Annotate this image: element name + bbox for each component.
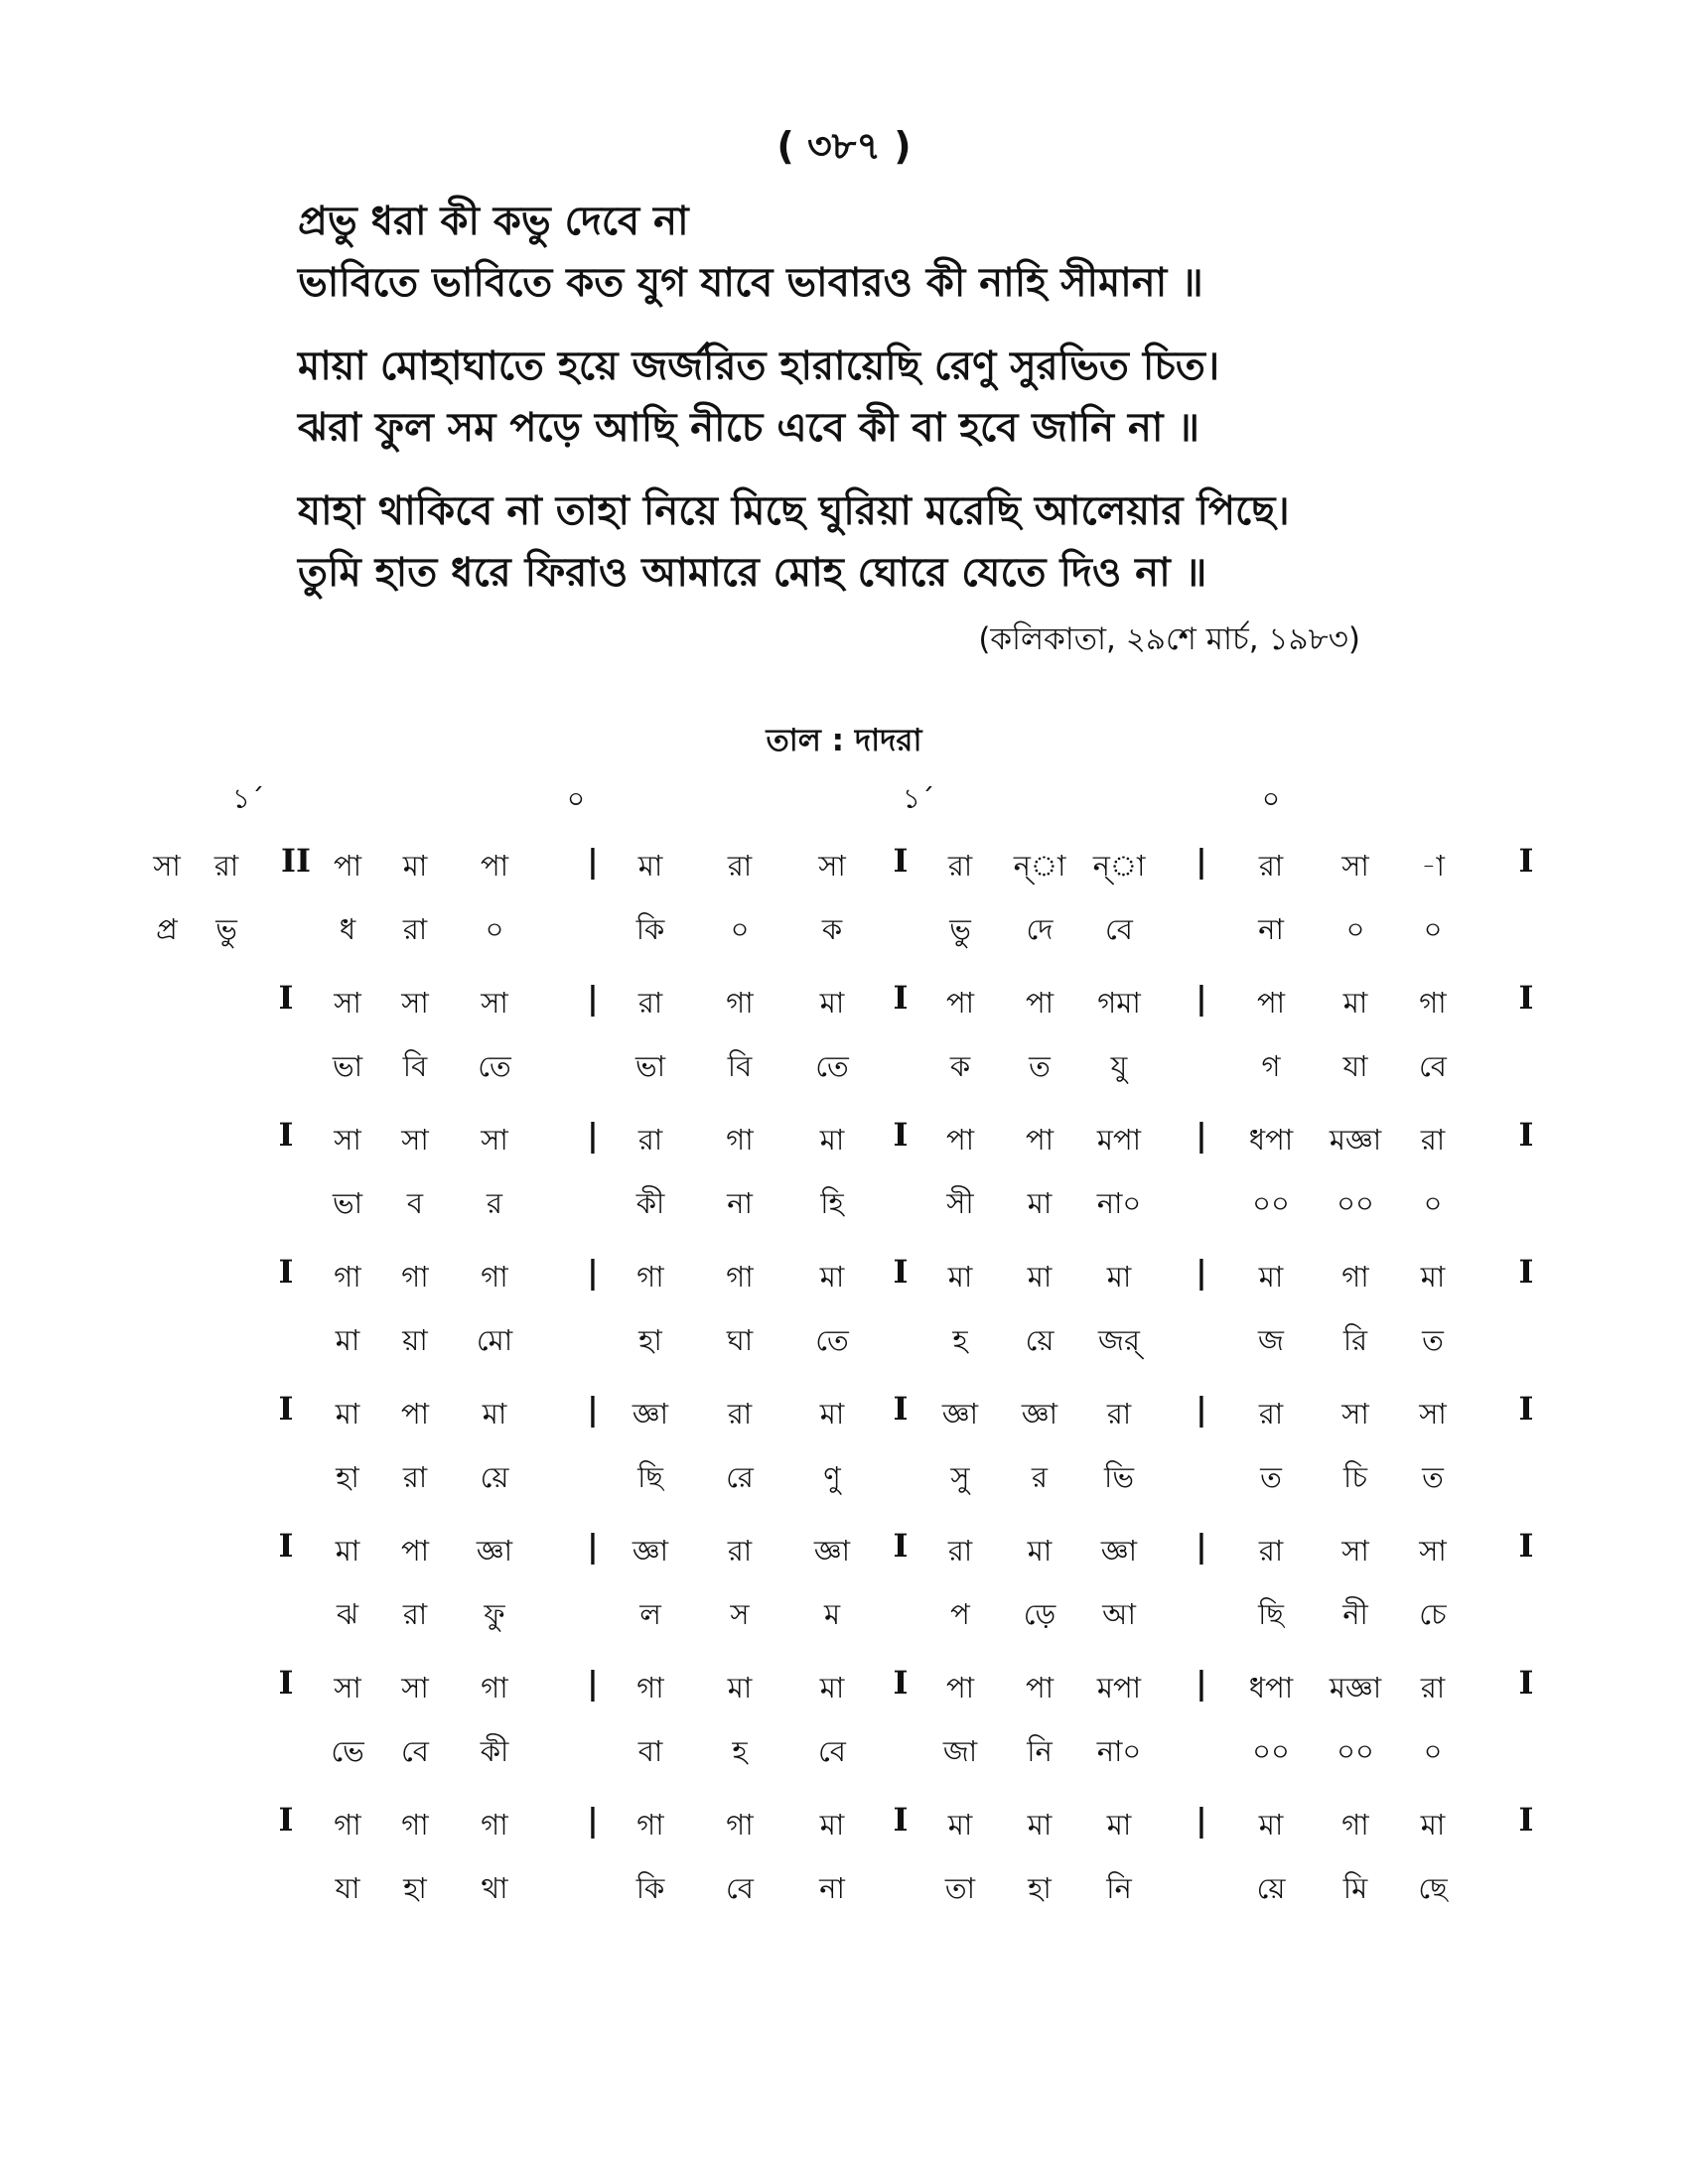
swara-cell: সা xyxy=(1419,1534,1447,1568)
bar-mark: I xyxy=(278,1253,294,1291)
bar-mark: I xyxy=(278,1390,294,1428)
swara-cell: গা xyxy=(481,1671,508,1705)
lyric-line: ভাবিতে ভাবিতে কত যুগ যাবে ভাবারও কী নাহি সীমানা ॥ xyxy=(298,260,1203,306)
bar-mark: I xyxy=(1518,1116,1534,1154)
lyric-cell: য়া xyxy=(402,1323,428,1357)
lyric-cell: মি xyxy=(1342,1871,1368,1905)
swara-cell: মজ্ঞা xyxy=(1329,1123,1382,1157)
swara-cell: মা xyxy=(482,1397,507,1431)
beat-mark: ১´ xyxy=(231,782,265,815)
lyric-cell: র xyxy=(1032,1460,1048,1494)
swara-cell: ধপা xyxy=(1248,1671,1294,1705)
lyric-cell: দে xyxy=(1026,912,1054,946)
lyric-cell: ০ xyxy=(1423,1186,1443,1220)
lyric-cell: বে xyxy=(1105,912,1133,946)
swara-cell: মা xyxy=(402,849,428,883)
lyric-cell: ল xyxy=(639,1597,661,1631)
swara-cell: মা xyxy=(1027,1534,1053,1568)
swara-cell: সা xyxy=(334,1671,361,1705)
swara-cell: মা xyxy=(1258,1260,1284,1294)
swara-cell: জ্ঞা xyxy=(1100,1534,1138,1568)
lyric-cell: হা xyxy=(1028,1871,1052,1905)
swara-cell: মা xyxy=(1027,1808,1053,1842)
swara-cell: পা xyxy=(1256,986,1286,1020)
lyric-cell: না xyxy=(819,1871,845,1905)
lyric-cell: বে xyxy=(726,1871,754,1905)
lyric-cell: ভা xyxy=(332,1186,363,1220)
lyric-cell: তে xyxy=(478,1049,511,1083)
swara-cell: ন্া xyxy=(1013,849,1066,883)
lyric-cell: র xyxy=(487,1186,502,1220)
bar-mark: I xyxy=(1518,842,1534,880)
swara-cell: গা xyxy=(636,1808,664,1842)
lyric-cell: ফু xyxy=(484,1597,505,1631)
lyric-line: যাহা থাকিবে না তাহা নিয়ে মিছে ঘুরিয়া মরেছি আলেয়ার পিছে। xyxy=(298,488,1290,534)
swara-cell: সা xyxy=(401,1671,429,1705)
bar-mark: I xyxy=(278,1801,294,1839)
lyric-cell: ০ xyxy=(1423,912,1443,946)
swara-cell: সা xyxy=(1341,849,1369,883)
lyric-cell: ভু xyxy=(215,912,237,946)
lyric-cell: সী xyxy=(946,1186,974,1220)
swara-cell: সা xyxy=(481,1123,508,1157)
bar-mark: | xyxy=(587,979,599,1017)
swara-cell: রা xyxy=(1420,1671,1446,1705)
beat-mark: ০ xyxy=(566,782,586,815)
swara-cell: মা xyxy=(819,1123,845,1157)
swara-cell: রা xyxy=(947,1534,973,1568)
swara-cell: মা xyxy=(1258,1808,1284,1842)
swara-cell: মা xyxy=(819,1397,845,1431)
bar-mark: I xyxy=(278,979,294,1017)
lyric-cell: হা xyxy=(638,1323,662,1357)
swara-cell: মা xyxy=(335,1534,360,1568)
swara-cell: সা xyxy=(334,1123,361,1157)
lyric-cell: চি xyxy=(1343,1460,1367,1494)
bar-mark: | xyxy=(1196,1801,1207,1839)
lyric-cell: কী xyxy=(635,1186,665,1220)
swara-cell: মা xyxy=(819,986,845,1020)
lyric-cell: জর্ xyxy=(1098,1323,1140,1357)
lyric-cell: যা xyxy=(1342,1049,1368,1083)
lyric-cell: ভে xyxy=(331,1734,364,1768)
lyric-cell: না xyxy=(727,1186,753,1220)
swara-cell: পা xyxy=(400,1397,430,1431)
lyric-cell: নি xyxy=(1106,1871,1132,1905)
swara-cell: রা xyxy=(213,849,239,883)
swara-cell: পা xyxy=(1025,1123,1055,1157)
lyric-cell: ০ xyxy=(485,912,504,946)
lyric-cell: রা xyxy=(402,1460,428,1494)
swara-cell: মা xyxy=(819,1671,845,1705)
lyric-cell: তে xyxy=(815,1049,849,1083)
swara-cell: রা xyxy=(727,1534,753,1568)
lyric-cell: রা xyxy=(402,912,428,946)
lyric-cell: ০০ xyxy=(1336,1734,1374,1768)
lyric-cell: ণু xyxy=(823,1460,841,1494)
lyric-cell: য়ে xyxy=(480,1460,509,1494)
swara-cell: রা xyxy=(727,1397,753,1431)
lyric-cell: রে xyxy=(726,1460,754,1494)
swara-cell: মপা xyxy=(1096,1123,1142,1157)
lyric-cell: ছে xyxy=(1418,1871,1448,1905)
lyric-cell: মো xyxy=(476,1323,513,1357)
swara-cell: সা xyxy=(481,986,508,1020)
swara-cell: পা xyxy=(945,986,975,1020)
lyric-cell: তে xyxy=(815,1323,849,1357)
bar-mark: | xyxy=(587,1390,599,1428)
lyric-line: তুমি হাত ধরে ফিরাও আমারে মোহ ঘোরে যেতে দিও না ॥ xyxy=(298,550,1207,596)
lyric-cell: ভি xyxy=(1104,1460,1134,1494)
lyric-cell: বি xyxy=(727,1049,753,1083)
lyric-cell: না০ xyxy=(1096,1734,1142,1768)
swara-cell: মপা xyxy=(1096,1671,1142,1705)
lyric-cell: বা xyxy=(637,1734,663,1768)
lyric-cell: সু xyxy=(950,1460,970,1494)
lyric-cell: আ xyxy=(1102,1597,1136,1631)
lyric-cell: ক xyxy=(949,1049,971,1083)
double-bar-mark: II xyxy=(281,842,311,880)
swara-cell: ন্া xyxy=(1092,849,1146,883)
lyric-cell: য়ে xyxy=(1256,1871,1286,1905)
lyric-cell: স xyxy=(730,1597,750,1631)
lyric-cell: ব xyxy=(406,1186,424,1220)
swara-cell: পা xyxy=(945,1671,975,1705)
swara-cell: গা xyxy=(726,986,754,1020)
bar-mark: | xyxy=(1196,1253,1207,1291)
lyric-cell: গ xyxy=(1261,1049,1281,1083)
swara-cell: সা xyxy=(1341,1397,1369,1431)
lyric-cell: য়ে xyxy=(1025,1323,1055,1357)
bar-mark: I xyxy=(893,1253,909,1291)
lyric-cell: ত xyxy=(1422,1460,1444,1494)
swara-cell: মা xyxy=(947,1808,973,1842)
swara-cell: জ্ঞা xyxy=(1021,1397,1058,1431)
lyric-cell: জ xyxy=(1258,1323,1284,1357)
lyric-cell: ঝ xyxy=(337,1597,358,1631)
bar-mark: | xyxy=(587,1253,599,1291)
lyric-cell: ম xyxy=(823,1597,841,1631)
lyric-cell: ত xyxy=(1422,1323,1444,1357)
bar-mark: I xyxy=(1518,979,1534,1017)
swara-cell: মা xyxy=(727,1671,753,1705)
lyric-cell: হি xyxy=(820,1186,844,1220)
swara-cell: গা xyxy=(726,1260,754,1294)
lyric-cell: ০০ xyxy=(1252,1186,1290,1220)
swara-cell: পা xyxy=(945,1123,975,1157)
lyric-cell: জা xyxy=(942,1734,978,1768)
lyric-cell: মা xyxy=(1027,1186,1053,1220)
swara-cell: গা xyxy=(334,1260,361,1294)
lyric-cell: না xyxy=(1258,912,1284,946)
lyric-cell: ধ xyxy=(339,912,356,946)
swara-cell: রা xyxy=(1258,1397,1284,1431)
bar-mark: I xyxy=(893,979,909,1017)
lyric-cell: প্র xyxy=(156,912,178,946)
swara-cell: সা xyxy=(401,986,429,1020)
swara-cell: মা xyxy=(637,849,663,883)
lyric-cell: ক xyxy=(821,912,843,946)
swara-cell: গা xyxy=(334,1808,361,1842)
swara-cell: -া xyxy=(1421,849,1445,883)
swara-cell: মা xyxy=(819,1808,845,1842)
swara-cell: রা xyxy=(1106,1397,1132,1431)
beat-mark: ১´ xyxy=(902,782,935,815)
bar-mark: I xyxy=(893,1664,909,1702)
bar-mark: I xyxy=(1518,1801,1534,1839)
swara-cell: জ্ঞা xyxy=(941,1397,979,1431)
lyric-cell: যু xyxy=(1110,1049,1128,1083)
swara-cell: সা xyxy=(1341,1534,1369,1568)
lyric-cell: ত xyxy=(1029,1049,1051,1083)
swara-cell: গা xyxy=(636,1260,664,1294)
lyric-cell: হা xyxy=(336,1460,359,1494)
swara-cell: গা xyxy=(636,1671,664,1705)
lyric-cell: কি xyxy=(635,1871,665,1905)
swara-cell: সা xyxy=(334,986,361,1020)
swara-cell: সা xyxy=(1419,1397,1447,1431)
bar-mark: | xyxy=(587,1116,599,1154)
bar-mark: I xyxy=(893,1116,909,1154)
lyric-cell: নী xyxy=(1342,1597,1368,1631)
beat-mark: ০ xyxy=(1261,782,1281,815)
swara-cell: রা xyxy=(1258,849,1284,883)
bar-mark: | xyxy=(1196,1390,1207,1428)
swara-cell: গা xyxy=(1341,1808,1369,1842)
bar-mark: I xyxy=(893,1801,909,1839)
lyric-cell: বে xyxy=(401,1734,429,1768)
swara-cell: মা xyxy=(1420,1808,1446,1842)
bar-mark: | xyxy=(1196,1116,1207,1154)
lyric-cell: হ xyxy=(732,1734,748,1768)
lyric-cell: ঘা xyxy=(726,1323,754,1357)
lyric-cell: ০ xyxy=(730,912,750,946)
swara-cell: পা xyxy=(400,1534,430,1568)
bar-mark: | xyxy=(587,842,599,880)
swara-cell: গা xyxy=(726,1123,754,1157)
bar-mark: | xyxy=(587,1527,599,1565)
lyric-cell: তা xyxy=(944,1871,976,1905)
lyric-cell: চে xyxy=(1419,1597,1447,1631)
bar-mark: I xyxy=(893,842,909,880)
lyric-cell: মা xyxy=(335,1323,360,1357)
swara-cell: সা xyxy=(401,1123,429,1157)
swara-cell: মা xyxy=(335,1397,360,1431)
lyric-cell: কি xyxy=(635,912,665,946)
tala-heading: তাল : দাদরা xyxy=(766,723,922,758)
lyric-cell: ভা xyxy=(634,1049,666,1083)
lyric-cell: ড়ে xyxy=(1023,1597,1056,1631)
swara-cell: গা xyxy=(481,1808,508,1842)
bar-mark: I xyxy=(1518,1527,1534,1565)
swara-cell: জ্ঞা xyxy=(632,1397,669,1431)
swara-cell: পা xyxy=(480,849,509,883)
lyric-cell: রা xyxy=(402,1597,428,1631)
swara-cell: মা xyxy=(1106,1260,1132,1294)
lyric-cell: কী xyxy=(480,1734,509,1768)
swara-cell: গা xyxy=(401,1260,429,1294)
lyric-cell: হা xyxy=(403,1871,427,1905)
swara-cell: রা xyxy=(637,1123,663,1157)
swara-cell: পা xyxy=(1025,986,1055,1020)
lyric-cell: বে xyxy=(818,1734,846,1768)
lyric-cell: ত xyxy=(1260,1460,1282,1494)
swara-cell: গা xyxy=(1419,986,1447,1020)
swara-cell: মা xyxy=(1342,986,1368,1020)
swara-cell: সা xyxy=(153,849,181,883)
swara-cell: ধপা xyxy=(1248,1123,1294,1157)
lyric-cell: হ xyxy=(952,1323,968,1357)
swara-cell: মা xyxy=(1106,1808,1132,1842)
bar-mark: | xyxy=(587,1801,599,1839)
lyric-cell: বে xyxy=(1419,1049,1447,1083)
lyric-cell: ভা xyxy=(332,1049,363,1083)
swara-cell: সা xyxy=(818,849,846,883)
bar-mark: I xyxy=(278,1527,294,1565)
lyric-cell: ০০ xyxy=(1252,1734,1290,1768)
swara-cell: গা xyxy=(726,1808,754,1842)
page-number: ( ৩৮৭ ) xyxy=(776,124,912,168)
swara-cell: রা xyxy=(727,849,753,883)
swara-cell: জ্ঞা xyxy=(632,1534,669,1568)
swara-cell: মা xyxy=(1420,1260,1446,1294)
lyric-line: প্রভু ধরা কী কভু দেবে না xyxy=(298,199,689,244)
lyric-cell: রি xyxy=(1342,1323,1368,1357)
swara-cell: গা xyxy=(1341,1260,1369,1294)
swara-cell: গমা xyxy=(1097,986,1141,1020)
bar-mark: I xyxy=(893,1390,909,1428)
swara-cell: গা xyxy=(481,1260,508,1294)
place-date: (কলিকাতা, ২৯শে মার্চ, ১৯৮৩) xyxy=(978,621,1360,657)
swara-cell: রা xyxy=(637,986,663,1020)
swara-cell: মা xyxy=(1027,1260,1053,1294)
lyric-cell: ছি xyxy=(1258,1597,1284,1631)
swara-cell: রা xyxy=(947,849,973,883)
bar-mark: | xyxy=(1196,1527,1207,1565)
swara-cell: গা xyxy=(401,1808,429,1842)
bar-mark: | xyxy=(587,1664,599,1702)
swara-cell: রা xyxy=(1258,1534,1284,1568)
bar-mark: I xyxy=(278,1664,294,1702)
lyric-cell: নি xyxy=(1027,1734,1053,1768)
bar-mark: I xyxy=(893,1527,909,1565)
lyric-cell: না০ xyxy=(1096,1186,1142,1220)
lyric-cell: যা xyxy=(335,1871,360,1905)
swara-cell: জ্ঞা xyxy=(476,1534,513,1568)
swara-cell: পা xyxy=(1025,1671,1055,1705)
lyric-line: ঝরা ফুল সম পড়ে আছি নীচে এবে কী বা হবে জানি না ॥ xyxy=(298,405,1199,451)
bar-mark: I xyxy=(1518,1253,1534,1291)
lyric-line: মায়া মোহাঘাতে হয়ে জর্জরিত হারায়েছি রেণু সুরভিত চিত। xyxy=(298,343,1220,389)
bar-mark: | xyxy=(1196,1664,1207,1702)
lyric-cell: প xyxy=(950,1597,970,1631)
swara-cell: মজ্ঞা xyxy=(1329,1671,1382,1705)
swara-cell: পা xyxy=(333,849,362,883)
bar-mark: I xyxy=(278,1116,294,1154)
lyric-cell: ০ xyxy=(1423,1734,1443,1768)
lyric-cell: বি xyxy=(402,1049,428,1083)
bar-mark: I xyxy=(1518,1664,1534,1702)
bar-mark: I xyxy=(1518,1390,1534,1428)
lyric-cell: ভু xyxy=(949,912,971,946)
bar-mark: | xyxy=(1196,979,1207,1017)
lyric-cell: ছি xyxy=(637,1460,663,1494)
swara-cell: জ্ঞা xyxy=(813,1534,851,1568)
lyric-cell: থা xyxy=(481,1871,508,1905)
swara-cell: মা xyxy=(819,1260,845,1294)
swara-cell: রা xyxy=(1420,1123,1446,1157)
swara-cell: মা xyxy=(947,1260,973,1294)
bar-mark: | xyxy=(1196,842,1207,880)
lyric-cell: ০০ xyxy=(1336,1186,1374,1220)
lyric-cell: ০ xyxy=(1345,912,1365,946)
